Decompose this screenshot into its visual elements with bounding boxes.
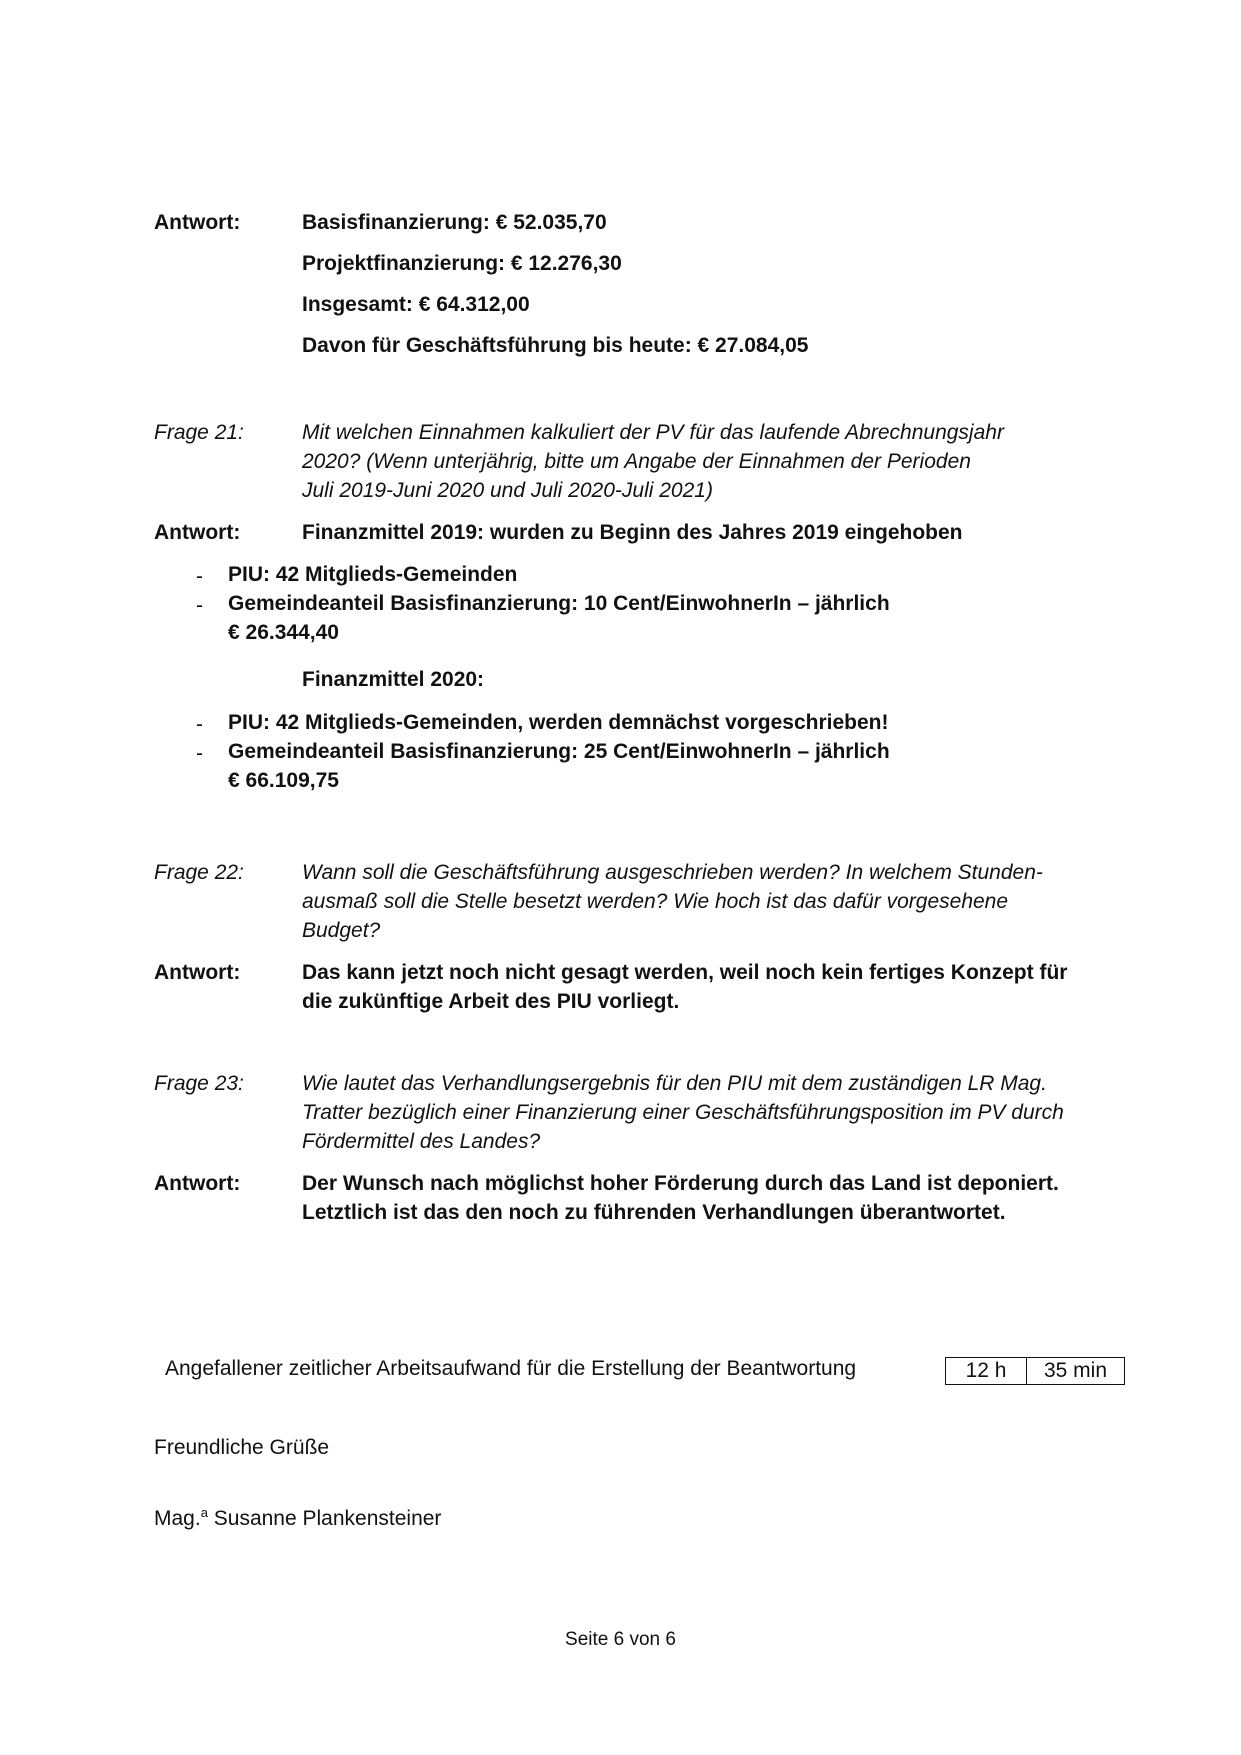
answer-23-line: Letztlich ist das den noch zu führenden Verhandlungen überantwortet.	[302, 1201, 1006, 1224]
answer-21-heading-row	[154, 518, 1144, 548]
effort-minutes: 35 min	[1043, 1359, 1108, 1382]
signature-title: Mag.	[154, 1507, 201, 1530]
answer-funding-block	[154, 208, 1144, 368]
dash-bullet: -	[196, 565, 203, 588]
question-label: Frage 22:	[154, 861, 244, 884]
finanzmittel-2019-heading: Finanzmittel 2019: wurden zu Beginn des Jahres 2019 eingehoben	[302, 521, 963, 544]
answer-22-block	[154, 958, 1144, 1018]
greeting: Freundliche Grüße	[154, 1436, 330, 1459]
signature-person: Susanne Plankensteiner	[213, 1507, 442, 1530]
list-item	[190, 589, 1020, 647]
effort-hours: 12 h	[946, 1358, 1027, 1384]
question-23-text	[302, 1069, 1142, 1156]
question-22-line: ausmaß soll die Stelle besetzt werden? Wie hoch ist das dafür vorgesehene	[302, 890, 1009, 913]
answer-22-line: Das kann jetzt noch nicht gesagt werden, weil noch kein fertiges Konzept für	[302, 961, 1068, 984]
bullets-2020	[190, 708, 1020, 795]
funding-line-management: Davon für Geschäftsführung bis heute: € 27.084,05	[302, 334, 809, 357]
question-21-line: Juli 2019-Juni 2020 und Juli 2020-Juli 2021)	[302, 479, 713, 502]
answer-23-block	[154, 1169, 1144, 1229]
question-22-line: Budget?	[302, 919, 381, 942]
bullets-2019	[190, 560, 1020, 647]
effort-description: Angefallener zeitlicher Arbeitsaufwand für die Erstellung der Beantwortung	[165, 1357, 857, 1380]
dash-bullet: -	[196, 594, 203, 617]
page-number: Seite 6 von 6	[565, 1629, 676, 1650]
question-21-block	[154, 418, 1144, 508]
question-22-block	[154, 858, 1144, 948]
bullet-text: Gemeindeanteil Basisfinanzierung: 25 Cent/EinwohnerIn – jährlich	[228, 740, 890, 763]
dash-bullet: -	[196, 713, 203, 736]
answer-21-heading	[302, 518, 1142, 547]
bullet-text: PIU: 42 Mitglieds-Gemeinden, werden demnächst vorgeschrieben!	[228, 711, 889, 734]
question-23-line: Tratter bezüglich einer Finanzierung einer Geschäftsführungsposition im PV durch	[302, 1101, 1064, 1124]
bullet-text: Gemeindeanteil Basisfinanzierung: 10 Cent/EinwohnerIn – jährlich	[228, 592, 890, 615]
effort-time-box	[945, 1357, 1125, 1385]
question-22-text	[302, 858, 1142, 945]
answer-22-text	[302, 958, 1142, 1016]
signature-name	[154, 1505, 441, 1533]
list-item	[190, 737, 1020, 795]
question-21-line: 2020? (Wenn unterjährig, bitte um Angabe der Einnahmen der Perioden	[302, 450, 971, 473]
amount-2020: € 66.109,75	[228, 769, 339, 792]
answer-label: Antwort:	[154, 521, 241, 544]
funding-line-basis: Basisfinanzierung: € 52.035,70	[302, 211, 607, 234]
amount-2019: € 26.344,40	[228, 621, 339, 644]
question-23-line: Fördermittel des Landes?	[302, 1130, 541, 1153]
list-item	[190, 708, 1020, 737]
funding-line-project: Projektfinanzierung: € 12.276,30	[302, 252, 622, 275]
bullet-text: PIU: 42 Mitglieds-Gemeinden	[228, 563, 518, 586]
answer-label: Antwort:	[154, 1172, 241, 1195]
question-label: Frage 21:	[154, 421, 244, 444]
answer-label: Antwort:	[154, 961, 241, 984]
question-21-text	[302, 418, 1142, 505]
dash-bullet: -	[196, 742, 203, 765]
answer-22-line: die zukünftige Arbeit des PIU vorliegt.	[302, 990, 680, 1013]
signature-title-sup: a	[200, 1505, 208, 1520]
funding-line-total: Insgesamt: € 64.312,00	[302, 293, 530, 316]
answer-label: Antwort:	[154, 211, 241, 234]
question-23-line: Wie lautet das Verhandlungsergebnis für den PIU mit dem zuständigen LR Mag.	[302, 1072, 1047, 1095]
question-22-line: Wann soll die Geschäftsführung ausgeschrieben werden? In welchem Stunden-	[302, 861, 1043, 884]
answer-23-line: Der Wunsch nach möglichst hoher Förderung durch das Land ist deponiert.	[302, 1172, 1059, 1195]
question-21-line: Mit welchen Einnahmen kalkuliert der PV für das laufende Abrechnungsjahr	[302, 421, 1004, 444]
finanzmittel-2020-heading: Finanzmittel 2020:	[302, 668, 485, 691]
answer-funding-lines	[302, 208, 1142, 372]
answer-23-text	[302, 1169, 1142, 1227]
list-item	[190, 560, 1020, 589]
question-23-block	[154, 1069, 1144, 1159]
question-label: Frage 23:	[154, 1072, 244, 1095]
